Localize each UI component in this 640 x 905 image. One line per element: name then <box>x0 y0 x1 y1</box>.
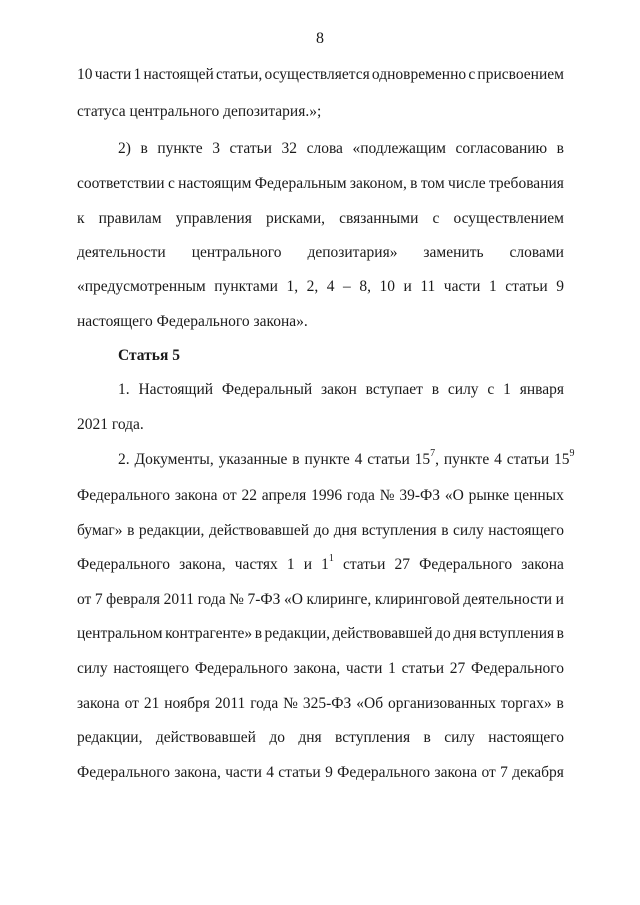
superscript: 1 <box>328 552 334 564</box>
page-number: 8 <box>316 30 324 47</box>
word: деятельности <box>463 591 553 608</box>
word: 1 <box>388 660 396 677</box>
word: силу <box>453 522 484 539</box>
word: «подлежащим <box>352 140 446 157</box>
paragraph-line <box>77 659 564 679</box>
word: числе <box>448 175 486 192</box>
word: Федерального <box>337 764 431 781</box>
word: в <box>423 729 431 746</box>
word: ценных <box>513 487 564 504</box>
word: 2011 <box>214 695 246 712</box>
word: 10 <box>77 66 93 83</box>
word: пунктами <box>214 278 278 295</box>
word: том <box>420 175 445 192</box>
word: 8, <box>359 278 371 295</box>
word: от <box>124 695 139 712</box>
word: 9 <box>325 764 333 781</box>
word: частях <box>234 556 278 573</box>
word: февраля <box>106 591 161 608</box>
word: 1. <box>118 381 130 398</box>
word: и <box>403 278 412 295</box>
paragraph-line <box>77 243 564 263</box>
word: осуществлением <box>453 210 564 227</box>
paragraph-line <box>77 694 564 714</box>
paragraph-line <box>77 552 564 575</box>
word: закона <box>434 764 478 781</box>
word: закона <box>174 487 218 504</box>
word: в <box>127 522 135 539</box>
word: статьи, <box>215 66 263 83</box>
word: декабря <box>512 764 564 781</box>
word: заменить <box>423 244 484 261</box>
word: связанными <box>339 210 419 227</box>
word: согласованию <box>455 140 548 157</box>
word: редакции, <box>264 625 330 642</box>
word: 11 <box>420 278 436 295</box>
word: статуса центрального депозитария.»; <box>77 103 322 120</box>
word: 3 <box>212 140 220 157</box>
word: 9 <box>556 278 564 295</box>
word: 1 <box>133 66 142 83</box>
word: статьи <box>401 660 445 677</box>
paragraph-line <box>77 209 564 229</box>
paragraph-line <box>77 763 564 783</box>
word: «О <box>284 591 303 608</box>
word: № <box>379 487 395 504</box>
paragraph-line <box>77 312 564 332</box>
word: и <box>555 591 564 608</box>
word: закона <box>521 556 564 573</box>
word: торгах» <box>500 695 552 712</box>
word: в <box>556 625 564 642</box>
word: 2011 <box>163 591 195 608</box>
paragraph-line <box>118 139 564 159</box>
word: в <box>556 695 564 712</box>
word: центрального <box>191 244 282 261</box>
word: 7 <box>500 764 508 781</box>
word: $1^1$ <box>321 552 334 573</box>
word: 27 <box>449 660 466 677</box>
word: деятельности <box>77 244 166 261</box>
word: с <box>167 175 175 192</box>
word: в <box>140 140 148 157</box>
word: клиринге, <box>306 591 372 608</box>
word: части <box>225 764 262 781</box>
word: от <box>77 591 92 608</box>
word: года <box>197 591 226 608</box>
word: 21 <box>143 695 160 712</box>
word: Федерального <box>77 764 171 781</box>
paragraph-line <box>77 102 564 122</box>
word: редакции, <box>77 729 143 746</box>
word: контрагенте» <box>165 625 253 642</box>
word: статьи <box>278 764 321 781</box>
word: «предусмотренным <box>77 278 206 295</box>
word: закона, <box>293 660 341 677</box>
word: вступает <box>365 381 423 398</box>
paragraph-line <box>77 624 564 644</box>
word: депозитария» <box>307 244 398 261</box>
word: осуществляется <box>264 66 370 83</box>
word: закона, <box>174 764 221 781</box>
word: Федерального <box>77 556 171 573</box>
line-text: , пункте 4 статьи 15 <box>435 451 570 468</box>
word: «О <box>444 487 464 504</box>
paragraph-line <box>77 590 564 610</box>
paragraph-line <box>77 277 564 297</box>
word: закон <box>321 381 357 398</box>
word: бумаг» <box>77 522 123 539</box>
word: до <box>269 729 285 746</box>
paragraph-line <box>118 380 564 400</box>
word: силу <box>77 660 108 677</box>
word: в <box>254 625 263 642</box>
word: апреля <box>261 487 307 504</box>
paragraph-line <box>77 521 564 541</box>
word: с <box>432 210 440 227</box>
word: присвоением <box>477 66 564 83</box>
word: словами <box>509 244 564 261</box>
superscript: 7 <box>430 447 436 459</box>
word: законом, <box>349 175 407 192</box>
word: настоящего <box>488 522 564 539</box>
word: 32 <box>281 140 298 157</box>
word: и <box>303 556 313 573</box>
paragraph-line <box>77 65 564 85</box>
word: в <box>441 522 449 539</box>
word: года <box>346 487 375 504</box>
word: организованных <box>388 695 496 712</box>
word: до <box>313 522 330 539</box>
word: вступления <box>335 729 411 746</box>
word: – <box>343 278 351 295</box>
word: управления <box>175 210 252 227</box>
word: 2021 года. <box>77 416 144 433</box>
word: требования <box>488 175 564 192</box>
article-heading: Статья 5 <box>118 347 180 364</box>
word: 7-ФЗ <box>247 591 281 608</box>
word: 2, <box>306 278 319 295</box>
paragraph-line <box>77 728 564 748</box>
word: года <box>250 695 279 712</box>
word: Федеральным <box>254 175 347 192</box>
word: силу <box>444 729 475 746</box>
word: центральном <box>77 625 163 642</box>
word: 1, <box>286 278 299 295</box>
word: 2) <box>118 140 131 157</box>
superscript: 9 <box>569 447 575 459</box>
word: к <box>77 210 85 227</box>
word: редакции, <box>138 522 205 539</box>
word: Федерального <box>470 660 564 677</box>
word: 27 <box>394 556 411 573</box>
word: ноября <box>164 695 210 712</box>
word: Федерального <box>77 487 171 504</box>
word: слова <box>306 140 343 157</box>
word: в <box>556 140 564 157</box>
word: одновременно <box>371 66 467 83</box>
word: 7 <box>94 591 103 608</box>
word: 325-ФЗ <box>302 695 352 712</box>
word: клиринговой <box>374 591 460 608</box>
word: пункте <box>157 140 203 157</box>
word: части <box>94 66 132 83</box>
word: действовавшей <box>155 729 256 746</box>
word: Настоящий <box>138 381 214 398</box>
word: статьи <box>229 140 272 157</box>
word: соответствии <box>77 175 165 192</box>
word: закона, <box>179 556 226 573</box>
word: 1996 <box>311 487 343 504</box>
word: Федерального <box>194 660 288 677</box>
word: 4 <box>266 764 274 781</box>
word: января <box>519 381 564 398</box>
word: дня <box>298 729 322 746</box>
word: вступления <box>479 625 555 642</box>
paragraph-line <box>118 447 575 470</box>
word: 39-ФЗ <box>399 487 441 504</box>
paragraph-line <box>77 174 564 194</box>
paragraph-line <box>77 415 564 435</box>
word: рынке <box>468 487 510 504</box>
word: 1 <box>503 381 511 398</box>
word: от <box>222 487 237 504</box>
word: правилам <box>98 210 162 227</box>
word: настоящим <box>178 175 252 192</box>
word: 10 <box>379 278 395 295</box>
word: настоящего <box>488 729 564 746</box>
word: с <box>468 66 476 83</box>
word: статьи <box>505 278 548 295</box>
word: 1 <box>488 278 497 295</box>
word: настоящей <box>143 66 214 83</box>
word: № <box>229 591 244 608</box>
word: дня <box>333 522 358 539</box>
word: № <box>283 695 298 712</box>
word: рисками, <box>265 210 326 227</box>
line-text: 2. Документы, указанные в пункте 4 статьи 15 <box>118 451 431 468</box>
word: части <box>345 660 383 677</box>
word: настоящего <box>113 660 190 677</box>
word: части <box>443 278 481 295</box>
word: в <box>410 175 418 192</box>
word: действовавшей <box>332 625 433 642</box>
word: действовавшей <box>208 522 310 539</box>
word: статьи <box>342 556 386 573</box>
word: до <box>435 625 451 642</box>
word: с <box>487 381 495 398</box>
word: вступления <box>361 522 437 539</box>
word: закона <box>77 695 120 712</box>
word: 1 <box>286 556 295 573</box>
word: в <box>431 381 440 398</box>
word: Федерального <box>419 556 513 573</box>
word: 4 <box>326 278 335 295</box>
word: дня <box>453 625 477 642</box>
word: Федеральный <box>221 381 313 398</box>
word: 22 <box>241 487 257 504</box>
word: силу <box>447 381 479 398</box>
paragraph-line <box>77 486 564 506</box>
word: настоящего Федерального закона». <box>77 313 308 330</box>
word: «Об <box>356 695 384 712</box>
word: от <box>481 764 496 781</box>
